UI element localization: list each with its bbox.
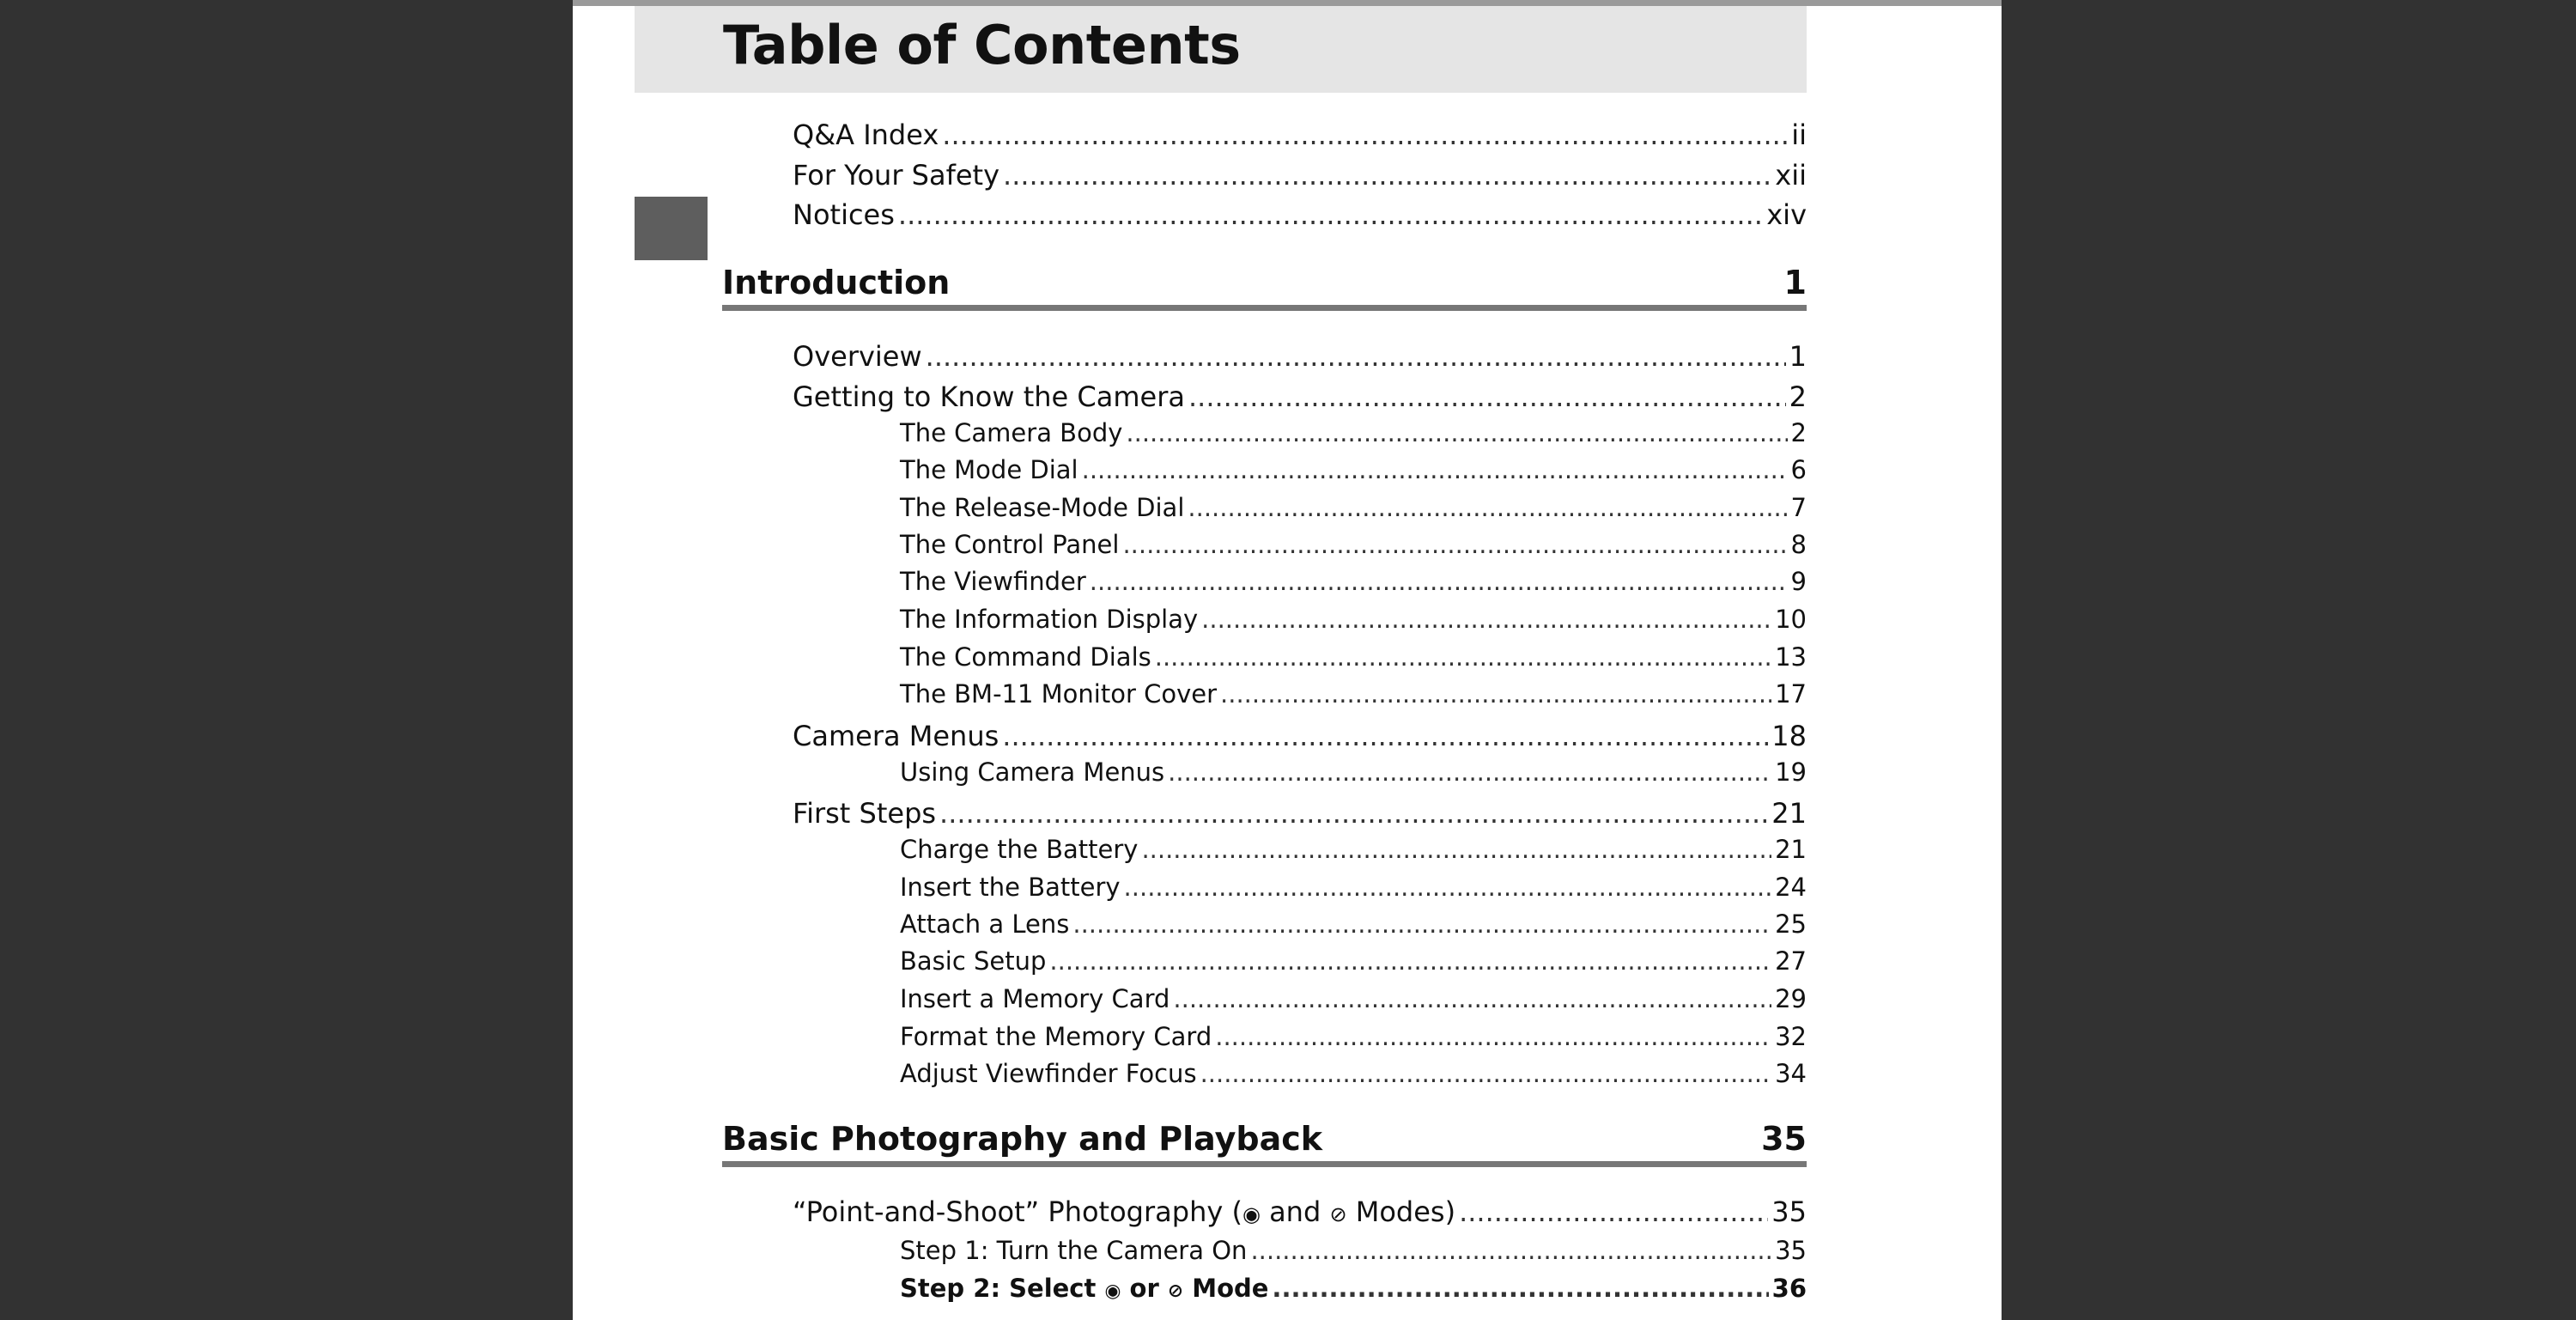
toc-entry-page: 35 — [1771, 1195, 1807, 1228]
leader-dots — [1003, 160, 1771, 192]
toc-entry-label: The Mode Dial — [900, 455, 1078, 484]
toc-entry-page: 35 — [1775, 1236, 1807, 1265]
toc-subentry[interactable] — [900, 1237, 1807, 1265]
toc-entry-label: Getting to Know the Camera — [793, 380, 1185, 413]
leader-dots — [1215, 1023, 1771, 1051]
leader-dots — [1168, 758, 1771, 787]
toc-subentry[interactable] — [900, 456, 1807, 484]
leader-dots — [1124, 873, 1772, 902]
toc-entry-label: The Camera Body — [900, 418, 1123, 447]
section-heading-introduction[interactable] — [722, 259, 1807, 311]
toc-entry-notices[interactable] — [793, 199, 1807, 231]
auto-mode-icon: ◉ — [1104, 1280, 1121, 1302]
toc-entry-label: Camera Menus — [793, 720, 999, 752]
toc-subentry[interactable] — [900, 680, 1807, 709]
flash-off-mode-icon: ⊘ — [1329, 1202, 1347, 1226]
toc-entry-label: The BM-11 Monitor Cover — [900, 679, 1218, 709]
toc-entry-label: Step 2: Select ◉ or ⊘ Mode — [900, 1274, 1269, 1303]
toc-entry-page: 32 — [1775, 1022, 1807, 1051]
toc-entry-page: 24 — [1775, 873, 1807, 902]
toc-entry-page: 21 — [1775, 835, 1807, 864]
toc-entry-label: Q&A Index — [793, 119, 939, 151]
title-band — [635, 6, 1807, 93]
section-heading-basic-photography[interactable] — [722, 1115, 1807, 1167]
section-page: 35 — [1761, 1120, 1807, 1158]
auto-mode-icon: ◉ — [1242, 1202, 1261, 1226]
leader-dots — [1220, 680, 1771, 709]
toc-subentry[interactable] — [900, 758, 1807, 787]
page-top-edge — [573, 0, 2002, 6]
section-title: Basic Photography and Playback — [722, 1120, 1323, 1158]
toc-entry[interactable] — [793, 341, 1807, 373]
toc-entry-page: 10 — [1775, 605, 1807, 634]
toc-entry-page: 6 — [1790, 455, 1807, 484]
chapter-tab-marker — [635, 197, 708, 260]
toc-subentry[interactable] — [900, 419, 1807, 447]
toc-entry-page: 27 — [1775, 946, 1807, 976]
toc-subentry[interactable] — [900, 494, 1807, 522]
toc-subentry[interactable] — [900, 531, 1807, 559]
leader-dots — [1002, 721, 1768, 752]
toc-entry-label: Insert a Memory Card — [900, 984, 1170, 1013]
toc-entry-page: 29 — [1775, 984, 1807, 1013]
toc-subentry[interactable] — [900, 1060, 1807, 1088]
toc-entry-label: Attach a Lens — [900, 909, 1070, 939]
toc-entry-page: 36 — [1771, 1274, 1807, 1303]
toc-entry-page: 13 — [1775, 642, 1807, 672]
toc-subentry[interactable] — [900, 910, 1807, 939]
leader-dots — [1122, 531, 1787, 559]
toc-entry-for-your-safety[interactable] — [793, 160, 1807, 192]
toc-entry-page: 21 — [1771, 797, 1807, 830]
toc-entry-label: Using Camera Menus — [900, 757, 1165, 787]
toc-entry-page: 7 — [1790, 493, 1807, 522]
leader-dots — [1250, 1237, 1771, 1265]
toc-entry[interactable] — [793, 1196, 1807, 1228]
toc-entry-page: 2 — [1789, 380, 1807, 413]
toc-subentry[interactable] — [900, 836, 1807, 864]
toc-subentry[interactable] — [900, 873, 1807, 902]
toc-entry-label: “Point-and-Shoot” Photography (◉ and ⊘ Modes) — [793, 1195, 1456, 1228]
leader-dots — [1272, 1274, 1768, 1303]
toc-entry-label: Adjust Viewfinder Focus — [900, 1059, 1197, 1088]
toc-subentry[interactable] — [900, 1023, 1807, 1051]
toc-entry-label: The Release-Mode Dial — [900, 493, 1185, 522]
toc-entry-page: 18 — [1771, 720, 1807, 752]
toc-subentry[interactable] — [900, 568, 1807, 596]
page-title: Table of Contents — [723, 14, 1241, 76]
toc-entry-label: Format the Memory Card — [900, 1022, 1212, 1051]
toc-subentry[interactable] — [900, 643, 1807, 672]
toc-subentry[interactable] — [900, 1274, 1807, 1303]
leader-dots — [1459, 1196, 1768, 1228]
section-title: Introduction — [722, 264, 951, 301]
toc-entry-label: Overview — [793, 340, 922, 373]
toc-entry-page: 34 — [1775, 1059, 1807, 1088]
leader-dots — [939, 798, 1768, 830]
toc-entry[interactable] — [793, 798, 1807, 830]
toc-entry-page: 1 — [1789, 340, 1807, 373]
toc-entry-label: Charge the Battery — [900, 835, 1139, 864]
toc-entry-label: Notices — [793, 198, 895, 231]
toc-subentry[interactable] — [900, 985, 1807, 1013]
flash-off-mode-icon: ⊘ — [1167, 1280, 1184, 1302]
leader-dots — [1200, 1060, 1772, 1088]
toc-subentry[interactable] — [900, 605, 1807, 634]
leader-dots — [1049, 947, 1771, 976]
toc-entry-page: xii — [1775, 159, 1807, 192]
toc-entry-page: xiv — [1766, 198, 1807, 231]
toc-entry-label: The Control Panel — [900, 530, 1120, 559]
section-page: 1 — [1783, 264, 1807, 301]
leader-dots — [1126, 419, 1787, 447]
toc-entry-label: Insert the Battery — [900, 873, 1121, 902]
toc-entry-label: Step 1: Turn the Camera On — [900, 1236, 1248, 1265]
toc-entry[interactable] — [793, 381, 1807, 413]
toc-subentry[interactable] — [900, 947, 1807, 976]
toc-entry-page: 17 — [1775, 679, 1807, 709]
document-page — [573, 0, 2002, 1320]
toc-entry-page: 9 — [1790, 567, 1807, 596]
toc-entry-page: 19 — [1775, 757, 1807, 787]
toc-entry[interactable] — [793, 721, 1807, 752]
leader-dots — [926, 341, 1786, 373]
leader-dots — [1082, 456, 1788, 484]
leader-dots — [1141, 836, 1771, 864]
leader-dots — [1188, 381, 1786, 413]
toc-entry-page: ii — [1791, 119, 1807, 151]
toc-entry-label: Basic Setup — [900, 946, 1047, 976]
toc-entry-label: The Command Dials — [900, 642, 1151, 672]
leader-dots — [1155, 643, 1771, 672]
leader-dots — [1090, 568, 1788, 596]
leader-dots — [898, 199, 1763, 231]
toc-entry-label: First Steps — [793, 797, 937, 830]
toc-entry-page: 2 — [1790, 418, 1807, 447]
leader-dots — [1201, 605, 1771, 634]
toc-entry-page: 8 — [1790, 530, 1807, 559]
toc-entry-label: The Information Display — [900, 605, 1199, 634]
leader-dots — [1173, 985, 1771, 1013]
toc-entry-label: The Viewfinder — [900, 567, 1086, 596]
leader-dots — [1072, 910, 1771, 939]
toc-entry-page: 25 — [1775, 909, 1807, 939]
toc-entry-qa-index[interactable] — [793, 119, 1807, 151]
toc-entry-label: For Your Safety — [793, 159, 1000, 192]
leader-dots — [942, 119, 1788, 151]
leader-dots — [1188, 494, 1787, 522]
